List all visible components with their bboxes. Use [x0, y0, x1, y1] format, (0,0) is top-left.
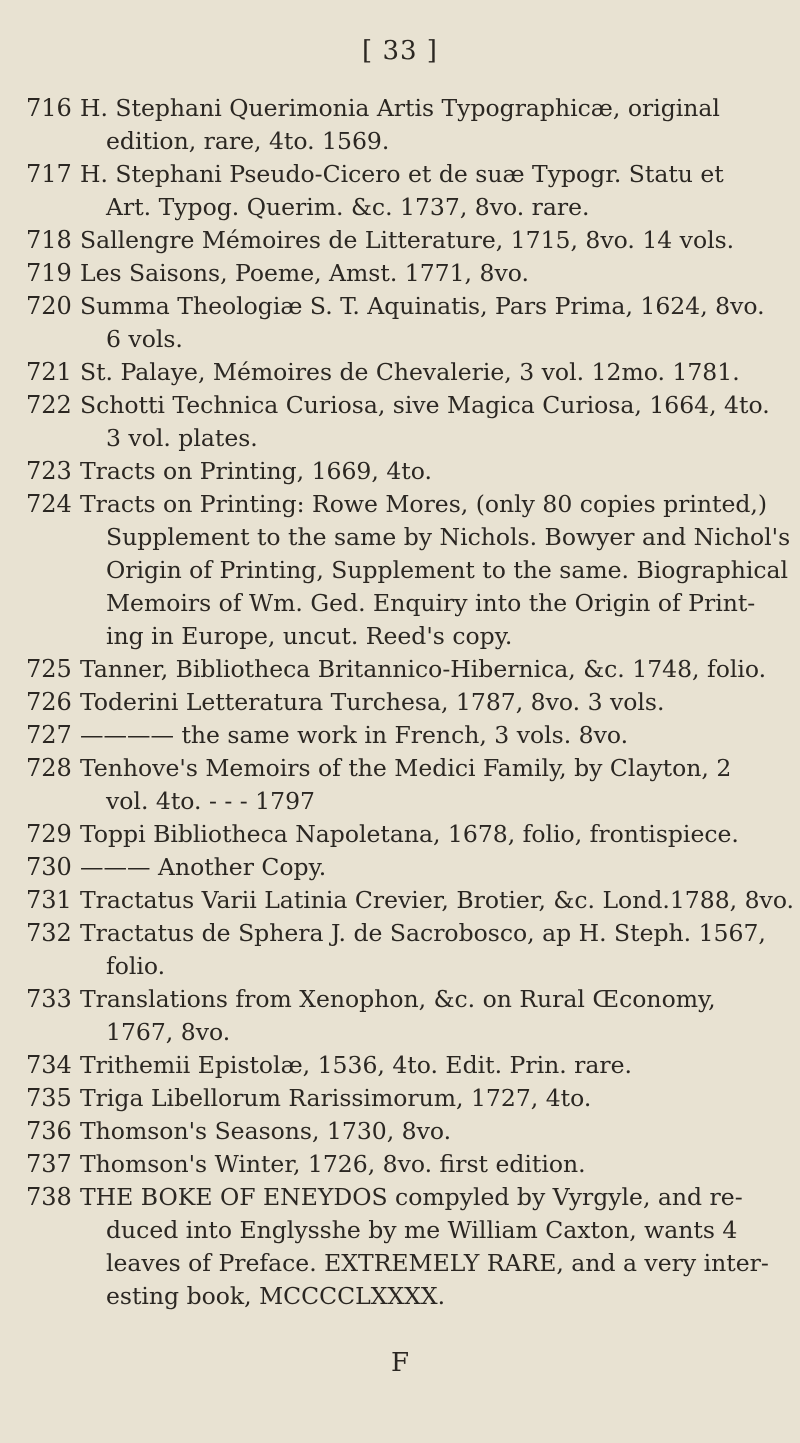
- entry-number: 719: [26, 259, 72, 287]
- catalogue-entry: [26, 290, 786, 356]
- catalogue-entry: [26, 983, 786, 1049]
- entry-text: [80, 1082, 786, 1115]
- entry-text: [80, 92, 786, 158]
- catalogue-entry: [26, 1115, 786, 1148]
- entry-number: 735: [26, 1084, 72, 1112]
- entry-number: 718: [26, 226, 72, 254]
- entry-line: Tractatus Varii Latinia Crevier, Brotier, &c. Lond.1788, 8vo.: [80, 886, 795, 914]
- entry-line: Trithemii Epistolæ, 1536, 4to. Edit. Prin. rare.: [80, 1051, 633, 1079]
- entry-number: 737: [26, 1150, 72, 1178]
- entry-line: Sallengre Mémoires de Litterature, 1715, 8vo. 14 vols.: [80, 226, 735, 254]
- entry-number: 721: [26, 358, 72, 386]
- entry-text: [80, 752, 786, 818]
- entry-text: [80, 818, 786, 851]
- entry-text: [80, 257, 786, 290]
- entry-number: 736: [26, 1117, 72, 1145]
- catalogue-entry: [26, 1049, 786, 1082]
- catalogue-entry: [26, 917, 786, 983]
- entry-number: 729: [26, 820, 72, 848]
- entry-line: THE BOKE OF ENEYDOS compyled by Vyrgyle, and re-: [80, 1183, 743, 1211]
- entry-line: Memoirs of Wm. Ged. Enquiry into the Origin of Print-: [106, 589, 756, 617]
- entry-line: Tracts on Printing: Rowe Mores, (only 80 copies printed,): [80, 490, 768, 518]
- entry-number: 728: [26, 754, 72, 782]
- entry-text: [80, 851, 786, 884]
- entry-text: [80, 455, 786, 488]
- entry-line: H. Stephani Pseudo-Cicero et de suæ Typogr. Statu et: [80, 160, 724, 188]
- entry-number: 717: [26, 160, 72, 188]
- catalogue-entry: [26, 455, 786, 488]
- entry-number: 726: [26, 688, 72, 716]
- catalogue-entry: [26, 488, 791, 653]
- catalogue-entry: [26, 257, 786, 290]
- catalogue-entry: [26, 224, 786, 257]
- entry-line: Triga Libellorum Rarissimorum, 1727, 4to.: [80, 1084, 592, 1112]
- entry-line: esting book, MCCCCLXXXX.: [106, 1282, 446, 1310]
- entry-number: 724: [26, 490, 72, 518]
- entry-line: St. Palaye, Mémoires de Chevalerie, 3 vol. 12mo. 1781.: [80, 358, 740, 386]
- entry-text: [80, 719, 786, 752]
- entry-line: Thomson's Seasons, 1730, 8vo.: [80, 1117, 452, 1145]
- entry-line: 6 vols.: [106, 325, 183, 353]
- entry-number: 723: [26, 457, 72, 485]
- entry-line: H. Stephani Querimonia Artis Typographicæ, original: [80, 94, 720, 122]
- catalogue-entry: [26, 92, 786, 158]
- catalogue-entries: [26, 92, 795, 1313]
- entry-line: Schotti Technica Curiosa, sive Magica Curiosa, 1664, 4to.: [80, 391, 770, 419]
- entry-text: [80, 488, 790, 653]
- entry-line: Thomson's Winter, 1726, 8vo. first edition.: [80, 1150, 586, 1178]
- catalogue-entry: [26, 1181, 786, 1313]
- entry-number: 725: [26, 655, 72, 683]
- catalogue-entry: [26, 389, 786, 455]
- entry-line: Tracts on Printing, 1669, 4to.: [80, 457, 432, 485]
- entry-line: Toppi Bibliotheca Napoletana, 1678, folio, frontispiece.: [80, 820, 739, 848]
- catalogue-entry: [26, 884, 795, 917]
- entry-line: duced into Englysshe by me William Caxton, wants 4: [106, 1216, 738, 1244]
- entry-number: 738: [26, 1183, 72, 1211]
- catalogue-entry: [26, 851, 786, 884]
- entry-text: [80, 356, 786, 389]
- entry-line: ing in Europe, uncut. Reed's copy.: [106, 622, 513, 650]
- entry-line: 3 vol. plates.: [106, 424, 258, 452]
- entry-text: [80, 1115, 786, 1148]
- entry-text: [80, 158, 786, 224]
- entry-line: Les Saisons, Poeme, Amst. 1771, 8vo.: [80, 259, 529, 287]
- entry-number: 734: [26, 1051, 72, 1079]
- entry-line: Art. Typog. Querim. &c. 1737, 8vo. rare.: [106, 193, 590, 221]
- catalogue-entry: [26, 686, 786, 719]
- entry-line: Origin of Printing, Supplement to the same. Biographical: [106, 556, 789, 584]
- entry-line: 1767, 8vo.: [106, 1018, 231, 1046]
- entry-line: Tractatus de Sphera J. de Sacrobosco, ap H. Steph. 1567,: [80, 919, 766, 947]
- entry-text: [80, 290, 786, 356]
- entry-number: 733: [26, 985, 72, 1013]
- entry-text: [80, 917, 786, 983]
- catalogue-entry: [26, 653, 786, 686]
- entry-number: 727: [26, 721, 72, 749]
- entry-line: folio.: [106, 952, 166, 980]
- entry-line: edition, rare, 4to. 1569.: [106, 127, 390, 155]
- entry-line: Translations from Xenophon, &c. on Rural Œconomy,: [80, 985, 716, 1013]
- catalogue-entry: [26, 818, 786, 851]
- entry-text: [80, 1049, 786, 1082]
- entry-text: [80, 653, 786, 686]
- entry-line: Summa Theologiæ S. T. Aquinatis, Pars Prima, 1624, 8vo.: [80, 292, 765, 320]
- entry-text: [80, 686, 786, 719]
- entry-text: [80, 389, 786, 455]
- catalogue-entry: [26, 1082, 786, 1115]
- entry-number: 730: [26, 853, 72, 881]
- entry-line: Supplement to the same by Nichols. Bowyer and Nichol's: [106, 523, 791, 551]
- entry-number: 732: [26, 919, 72, 947]
- entry-line: Toderini Letteratura Turchesa, 1787, 8vo. 3 vols.: [80, 688, 665, 716]
- catalogue-entry: [26, 158, 786, 224]
- entry-line: Tanner, Bibliotheca Britannico-Hibernica, &c. 1748, folio.: [80, 655, 767, 683]
- entry-number: 731: [26, 886, 72, 914]
- page-number: [ 33 ]: [362, 36, 438, 66]
- catalogue-entry: [26, 356, 786, 389]
- entry-text: [80, 224, 786, 257]
- catalogue-entry: [26, 1148, 786, 1181]
- entry-number: 720: [26, 292, 72, 320]
- entry-line: leaves of Preface. EXTREMELY RARE, and a very inter-: [106, 1249, 769, 1277]
- catalogue-entry: [26, 752, 786, 818]
- entry-line: vol. 4to. - - - 1797: [106, 787, 315, 815]
- entry-line: ——— Another Copy.: [80, 853, 327, 881]
- signature-mark: F: [390, 1348, 410, 1378]
- entry-line: Tenhove's Memoirs of the Medici Family, by Clayton, 2: [80, 754, 732, 782]
- entry-number: 722: [26, 391, 72, 419]
- entry-text: [80, 884, 794, 917]
- entry-text: [80, 983, 786, 1049]
- entry-text: [80, 1181, 786, 1313]
- entry-number: 716: [26, 94, 72, 122]
- entry-text: [80, 1148, 786, 1181]
- entry-line: ———— the same work in French, 3 vols. 8vo.: [80, 721, 629, 749]
- catalogue-entry: [26, 719, 786, 752]
